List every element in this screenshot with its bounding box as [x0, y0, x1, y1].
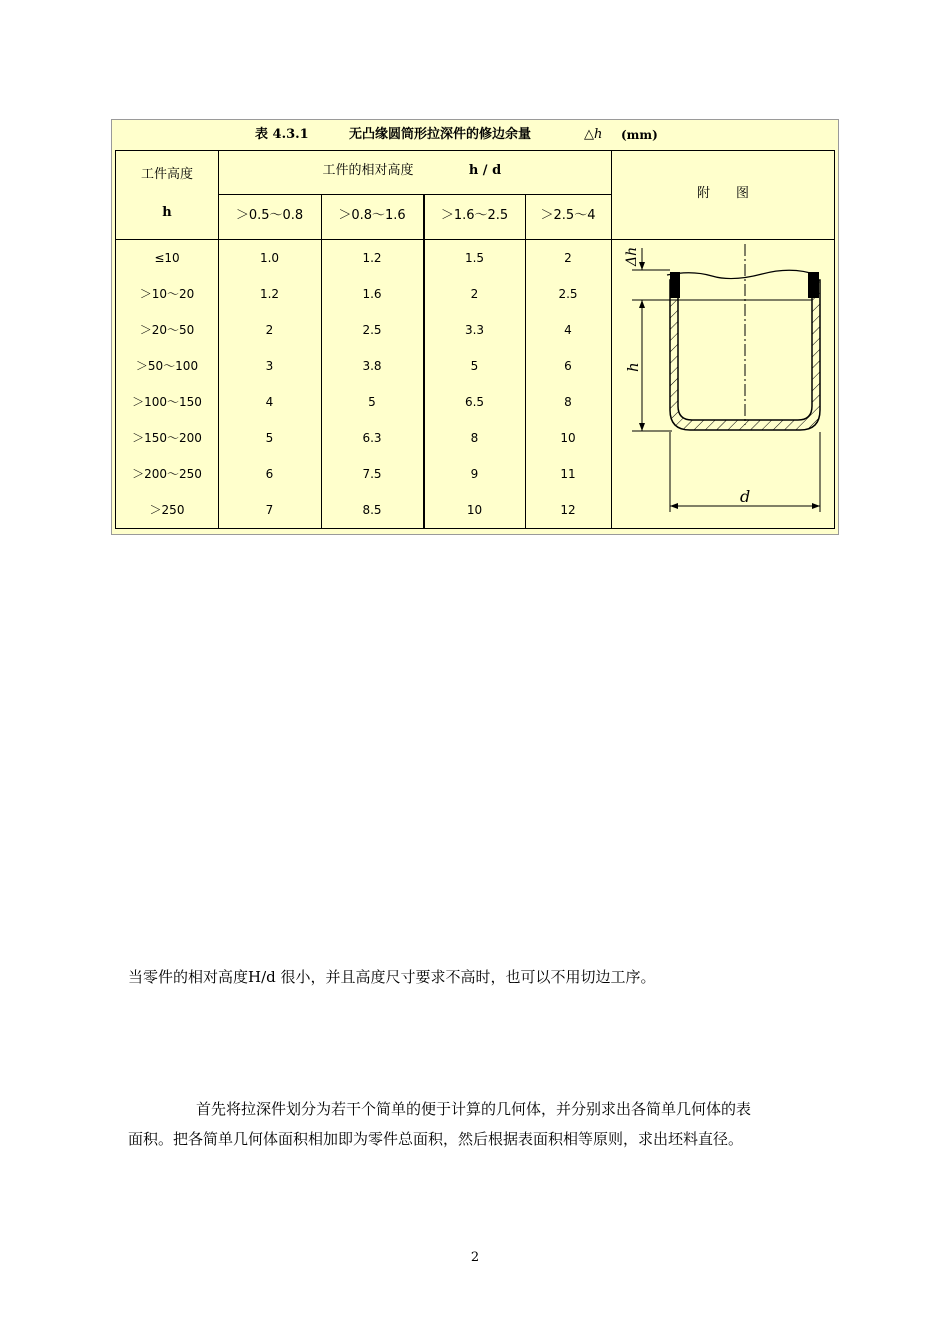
row-allowance-value: 6.5: [464, 395, 485, 409]
paragraph-blank-line2: 面积。把各简单几何体面积相加即为零件总面积，然后根据表面积相等原则，求出坯料直径。: [128, 1130, 744, 1148]
ratio-header: ＞1.6～2.5: [440, 208, 509, 223]
row-allowance-value: 9: [470, 467, 479, 481]
grid-line: [115, 150, 835, 151]
grid-line: [834, 150, 835, 529]
ratio-header: ＞2.5～4: [540, 208, 596, 223]
paragraph-blank-line1: 首先将拉深件划分为若干个简单的便于计算的几何体，并分别求出各简单几何体的表: [196, 1100, 752, 1118]
trim-allowance-table: [111, 119, 839, 535]
grid-line: [115, 528, 835, 529]
row-height-range: ＞20～50: [139, 323, 195, 337]
page-number: 2: [470, 1250, 480, 1265]
row-allowance-value: 4: [265, 395, 274, 409]
row-allowance-value: 11: [560, 467, 576, 481]
header-ratio-label: 工件的相对高度: [322, 163, 414, 178]
row-allowance-value: 3.3: [464, 323, 485, 337]
row-allowance-value: 4: [564, 323, 572, 337]
row-height-range: ＞250: [149, 503, 185, 517]
row-allowance-value: 1.6: [362, 287, 382, 301]
row-allowance-value: 2: [564, 251, 572, 265]
row-allowance-value: 1.2: [259, 287, 280, 301]
row-allowance-value: 1.5: [464, 251, 485, 265]
paragraph-trim-note: 当零件的相对高度H/d 很小，并且高度尺寸要求不高时，也可以不用切边工序。: [128, 968, 656, 986]
row-allowance-value: 6.3: [362, 431, 382, 445]
row-allowance-value: 6: [564, 359, 572, 373]
header-figure-label: 附 图: [696, 186, 749, 201]
row-allowance-value: 8.5: [362, 503, 382, 517]
cup-figure: [612, 240, 834, 528]
row-allowance-value: 5: [368, 395, 376, 409]
row-allowance-value: 1.2: [362, 251, 382, 265]
row-allowance-value: 2: [265, 323, 274, 337]
row-allowance-value: 10: [466, 503, 483, 517]
row-allowance-value: 3: [265, 359, 274, 373]
row-allowance-value: 2.5: [362, 323, 382, 337]
row-height-range: ＞50～100: [135, 359, 199, 373]
trim-band-left: [670, 272, 680, 298]
h-label: h: [624, 362, 642, 372]
ratio-header: ＞0.5～0.8: [235, 208, 304, 223]
row-allowance-value: 3.8: [362, 359, 382, 373]
row-allowance-value: 8: [564, 395, 572, 409]
ratio-header: ＞0.8～1.6: [338, 208, 406, 223]
table-title: [112, 120, 838, 150]
delta-h-label: Δh: [624, 246, 640, 266]
row-allowance-value: 7.5: [362, 467, 382, 481]
row-height-range: ＞10～20: [139, 287, 195, 301]
row-allowance-value: 7: [265, 503, 274, 517]
header-height-label: 工件高度: [140, 167, 193, 182]
row-allowance-value: 2: [470, 287, 479, 301]
table-unit: (mm): [621, 128, 658, 142]
row-height-range: ≤10: [154, 251, 180, 265]
header-ratio-symbol: h / d: [468, 163, 502, 178]
break-line: [667, 270, 817, 278]
row-allowance-value: 5: [470, 359, 479, 373]
row-allowance-value: 2.5: [558, 287, 578, 301]
row-height-range: ＞200～250: [132, 467, 202, 481]
row-allowance-value: 6: [265, 467, 274, 481]
grid-line: [218, 194, 611, 195]
row-height-range: ＞100～150: [132, 395, 202, 409]
trim-band-right: [808, 272, 819, 298]
table-symbol: △h: [584, 127, 603, 142]
table-caption: 无凸缘圆筒形拉深件的修边余量: [349, 127, 532, 142]
table-number: 表 4.3.1: [255, 127, 309, 142]
row-allowance-value: 12: [560, 503, 576, 517]
row-allowance-value: 5: [265, 431, 274, 445]
row-allowance-value: 10: [560, 431, 576, 445]
row-allowance-value: 8: [470, 431, 479, 445]
d-label: d: [740, 487, 751, 506]
header-height-symbol: h: [162, 205, 172, 220]
row-allowance-value: 1.0: [259, 251, 280, 265]
row-height-range: ＞150～200: [132, 431, 202, 445]
